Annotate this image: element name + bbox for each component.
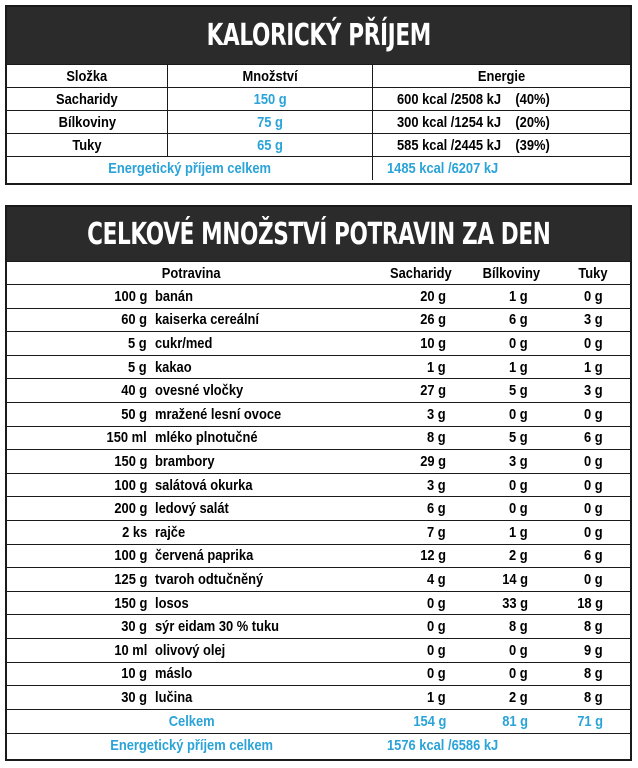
food-row-tuky: 1 g <box>584 358 603 376</box>
caloric-total-label: Energetický příjem celkem <box>108 160 271 177</box>
food-row-tuky: 0 g <box>584 405 603 423</box>
food-row-sacharidy: 0 g <box>427 641 446 659</box>
food-row-name: máslo <box>155 665 193 683</box>
food-row-bilkoviny: 33 g <box>502 594 528 612</box>
food-row-tuky: 3 g <box>584 311 603 329</box>
food-row-tuky: 0 g <box>584 570 603 588</box>
food-row-sacharidy: 6 g <box>427 500 446 518</box>
food-row-name: mražené lesní ovoce <box>155 405 282 423</box>
food-row-sacharidy: 12 g <box>420 547 446 565</box>
food-row-name: brambory <box>155 452 215 470</box>
food-row-name: salátová okurka <box>155 476 253 494</box>
food-row <box>7 685 630 709</box>
food-sum-bilkoviny: 81 g <box>502 712 528 730</box>
food-row-tuky: 6 g <box>584 547 603 565</box>
food-row-amount: 200 g <box>114 500 147 518</box>
food-row <box>7 591 630 615</box>
food-row-amount: 100 g <box>114 287 147 305</box>
food-row-tuky: 0 g <box>584 500 603 518</box>
food-row-bilkoviny: 14 g <box>502 570 528 588</box>
caloric-row-percent: (20%) <box>515 113 550 131</box>
caloric-row-kj: /2445 kJ <box>450 136 502 154</box>
food-row <box>7 638 630 662</box>
food-row-amount: 2 ks <box>121 523 147 541</box>
food-row-amount: 30 g <box>121 618 147 636</box>
food-row-bilkoviny: 0 g <box>509 641 528 659</box>
caloric-row-energie <box>372 88 630 110</box>
header-tuky: Tuky <box>578 264 608 282</box>
food-header-row <box>7 261 630 284</box>
caloric-total-kcal: 1485 kcal <box>387 160 445 177</box>
food-row-amount: 30 g <box>121 688 147 706</box>
food-row-name: rajče <box>155 523 186 541</box>
food-row-bilkoviny: 1 g <box>509 358 528 376</box>
food-row-amount: 150 g <box>114 452 147 470</box>
caloric-row-slozka: Bílkoviny <box>58 113 116 131</box>
daily-food-title: CELKOVÉ MNOŽSTVÍ POTRAVIN ZA DEN <box>86 216 551 252</box>
food-row-name: mléko plnotučné <box>155 429 258 447</box>
food-row-sacharidy: 20 g <box>420 287 446 305</box>
food-total-kcal: 1576 kcal <box>387 736 445 754</box>
food-row-bilkoviny: 0 g <box>509 476 528 494</box>
food-row-name: cukr/med <box>155 334 213 352</box>
food-row-name: ledový salát <box>155 500 229 518</box>
caloric-row <box>7 110 630 133</box>
food-row <box>7 449 630 473</box>
food-row-bilkoviny: 1 g <box>509 523 528 541</box>
food-row-sacharidy: 3 g <box>427 405 446 423</box>
food-row-amount: 40 g <box>121 382 147 400</box>
food-row-amount: 150 ml <box>106 429 147 447</box>
caloric-row-mnozstvi: 75 g <box>167 111 372 133</box>
food-row <box>7 308 630 332</box>
food-row-sacharidy: 3 g <box>427 476 446 494</box>
food-row-sacharidy: 27 g <box>420 382 446 400</box>
food-row-tuky: 8 g <box>584 665 603 683</box>
food-row-sacharidy: 0 g <box>427 594 446 612</box>
caloric-row <box>7 87 630 110</box>
food-row-sacharidy: 1 g <box>427 358 446 376</box>
food-row <box>7 662 630 686</box>
caloric-row-slozka: Sacharidy <box>56 90 118 108</box>
food-sum-label: Celkem <box>168 712 215 730</box>
food-row <box>7 402 630 426</box>
caloric-row-percent: (39%) <box>515 136 550 154</box>
caloric-row-energie <box>372 134 630 156</box>
food-row <box>7 355 630 379</box>
food-row-tuky: 0 g <box>584 287 603 305</box>
food-row-tuky: 0 g <box>584 452 603 470</box>
food-row-amount: 10 ml <box>114 641 147 659</box>
food-row-name: olivový olej <box>155 641 226 659</box>
food-total-kj: /6586 kJ <box>447 736 499 754</box>
food-row-tuky: 6 g <box>584 429 603 447</box>
caloric-row-kcal: 300 kcal <box>397 113 448 131</box>
food-row-tuky: 0 g <box>584 334 603 352</box>
caloric-row-mnozstvi: 65 g <box>167 134 372 156</box>
caloric-total-energy <box>372 157 630 180</box>
food-row-sacharidy: 4 g <box>427 570 446 588</box>
food-row-tuky: 8 g <box>584 618 603 636</box>
food-row-sacharidy: 29 g <box>420 452 446 470</box>
food-row <box>7 614 630 638</box>
food-row-name: losos <box>155 594 189 612</box>
food-row-amount: 100 g <box>114 547 147 565</box>
food-row <box>7 284 630 308</box>
food-total-energy <box>376 734 630 757</box>
food-row-sacharidy: 10 g <box>420 334 446 352</box>
food-row-bilkoviny: 5 g <box>509 382 528 400</box>
food-row-tuky: 0 g <box>584 523 603 541</box>
food-row-bilkoviny: 2 g <box>509 547 528 565</box>
food-row-bilkoviny: 3 g <box>509 452 528 470</box>
food-row <box>7 496 630 520</box>
food-row-bilkoviny: 8 g <box>509 618 528 636</box>
daily-food-table <box>5 205 632 761</box>
food-row-sacharidy: 26 g <box>420 311 446 329</box>
food-row-amount: 5 g <box>128 334 147 352</box>
food-row-tuky: 0 g <box>584 476 603 494</box>
food-row-amount: 100 g <box>114 476 147 494</box>
header-bilkoviny: Bílkoviny <box>482 264 540 282</box>
food-total-label: Energetický příjem celkem <box>110 736 273 754</box>
food-row-sacharidy: 8 g <box>427 429 446 447</box>
caloric-row-energie <box>372 111 630 133</box>
food-row-sacharidy: 0 g <box>427 665 446 683</box>
header-potravina: Potravina <box>162 264 221 282</box>
food-row-bilkoviny: 2 g <box>509 688 528 706</box>
food-row-bilkoviny: 0 g <box>509 665 528 683</box>
food-row-tuky: 9 g <box>584 641 603 659</box>
caloric-total-row <box>7 156 630 180</box>
food-row-bilkoviny: 0 g <box>509 334 528 352</box>
food-sum-sacharidy: 154 g <box>413 712 446 730</box>
header-energie: Energie <box>372 65 630 87</box>
food-row <box>7 544 630 568</box>
food-row-name: červená paprika <box>155 547 254 565</box>
food-row-sacharidy: 1 g <box>427 688 446 706</box>
caloric-row-mnozstvi: 150 g <box>167 88 372 110</box>
food-row-name: lučina <box>155 688 193 706</box>
food-row <box>7 378 630 402</box>
food-sum-row <box>7 709 630 733</box>
food-row-amount: 60 g <box>121 311 147 329</box>
food-row-amount: 125 g <box>114 570 147 588</box>
food-row-name: kakao <box>155 358 192 376</box>
food-row-tuky: 18 g <box>577 594 603 612</box>
caloric-total-kj: /6207 kJ <box>447 160 499 177</box>
food-row-bilkoviny: 0 g <box>509 500 528 518</box>
food-row-name: kaiserka cereální <box>155 311 260 329</box>
food-sum-tuky: 71 g <box>577 712 603 730</box>
food-row-tuky: 8 g <box>584 688 603 706</box>
header-sacharidy: Sacharidy <box>390 264 452 282</box>
caloric-row-kcal: 585 kcal <box>397 136 448 154</box>
food-row-name: tvaroh odtučněný <box>155 570 264 588</box>
caloric-row <box>7 133 630 156</box>
food-row-sacharidy: 0 g <box>427 618 446 636</box>
food-row-amount: 150 g <box>114 594 147 612</box>
daily-food-title-bar <box>7 207 630 261</box>
food-row-sacharidy: 7 g <box>427 523 446 541</box>
food-row-bilkoviny: 1 g <box>509 287 528 305</box>
caloric-row-slozka: Tuky <box>72 136 102 154</box>
food-row-bilkoviny: 5 g <box>509 429 528 447</box>
caloric-intake-table <box>5 5 632 185</box>
caloric-row-kj: /2508 kJ <box>450 90 502 108</box>
food-row <box>7 520 630 544</box>
food-row-tuky: 3 g <box>584 382 603 400</box>
food-row <box>7 473 630 497</box>
caloric-intake-title-bar <box>7 7 630 64</box>
caloric-row-percent: (40%) <box>515 90 550 108</box>
header-mnozstvi: Množství <box>167 65 372 87</box>
food-row-name: banán <box>155 287 194 305</box>
food-total-row <box>7 733 630 757</box>
food-row-amount: 5 g <box>128 358 147 376</box>
food-row-amount: 50 g <box>121 405 147 423</box>
food-row <box>7 567 630 591</box>
food-row-name: sýr eidam 30 % tuku <box>155 618 280 636</box>
header-slozka: Složka <box>66 67 108 85</box>
caloric-header-row <box>7 64 630 87</box>
food-row-bilkoviny: 6 g <box>509 311 528 329</box>
caloric-row-kcal: 600 kcal <box>397 90 448 108</box>
caloric-intake-title: KALORICKÝ PŘÍJEM <box>206 18 431 53</box>
food-row-bilkoviny: 0 g <box>509 405 528 423</box>
food-row-name: ovesné vločky <box>155 382 244 400</box>
food-row <box>7 426 630 450</box>
food-row <box>7 331 630 355</box>
caloric-row-kj: /1254 kJ <box>450 113 502 131</box>
food-row-amount: 10 g <box>121 665 147 683</box>
